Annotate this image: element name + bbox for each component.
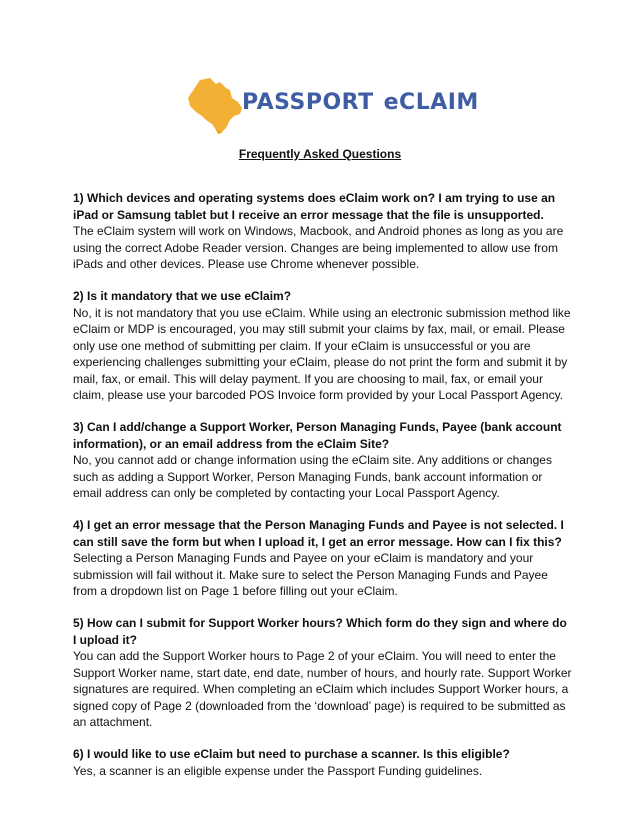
faq-answer: No, you cannot add or change information using the eClaim site. Any additions or changes such as adding a Support Worker, Person Managing Funds, bank account information or email address can only be completed by contacting your Local Passport Agency. [73,453,552,500]
page-title: Frequently Asked Questions [238,147,402,161]
ontario-map-icon [186,76,248,136]
logo-wordmark [242,90,479,115]
faq-question: 3) Can I add/change a Support Worker, Person Managing Funds, Payee (bank account information), or an email address from the eClaim Site? [73,420,562,451]
faq-item-1 [73,190,573,273]
faq-answer: No, it is not mandatory that you use eClaim. While using an electronic submission method like eClaim or MDP is encouraged, you may still submit your claims by fax, mail, or email. Please only use one method of submitting per claim. If your eClaim is unsuccessful or you are experiencing challenges submitting your eClaim, please do not print the form and submit it by mail, fax, or email. This will delay payment. If you are choosing to mail, fax, or email your claim, please use your barcoded POS Invoice form provided by your Local Passport Agency. [73,305,571,402]
faq-item-3 [73,419,573,502]
faq-question: 6) I would like to use eClaim but need to purchase a scanner. Is this eligible? [73,747,510,761]
passport-eclaim-logo [186,76,479,136]
faq-item-2 [73,288,573,404]
faq-question: 5) How can I submit for Support Worker hours? Which form do they sign and where do I upload it? [73,616,567,647]
logo-word-eclaim: eCLAIM [383,90,479,115]
faq-answer: Selecting a Person Managing Funds and Payee on your eClaim is mandatory and your submission will fail without it. Make sure to select the Person Managing Funds and Payee from a dropdown list on Page 1 before filling out your eClaim. [73,551,548,598]
faq-question: 4) I get an error message that the Person Managing Funds and Payee is not selected. I can still save the form but when I upload it, I get an error message. How can I fix this? [73,518,564,549]
faq-answer: The eClaim system will work on Windows, Macbook, and Android phones as long as you are using the correct Adobe Reader version. Changes are being implemented to allow use from iPads and other devices. Please use Chrome whenever possible. [73,224,564,271]
faq-item-6 [73,746,573,779]
faq-item-5 [73,615,573,731]
faq-answer: Yes, a scanner is an eligible expense under the Passport Funding guidelines. [73,763,483,778]
faq-question: 1) Which devices and operating systems does eClaim work on? I am trying to use an iPad or Samsung tablet but I receive an error message that the file is unsupported. [73,191,556,222]
faq-list [73,190,573,795]
faq-question: 2) Is it mandatory that we use eClaim? [73,289,292,303]
faq-item-4 [73,517,573,600]
faq-answer: You can add the Support Worker hours to Page 2 of your eClaim. You will need to enter the Support Worker name, start date, end date, number of hours, and hourly rate. Support Worker signatures are required. When completing an eClaim which includes Support Worker hours, a signed copy of Page 2 (downloaded from the ‘download’ page) is required to be submitted as an attachment. [73,649,572,729]
logo-word-passport: PASSPORT [242,90,374,115]
